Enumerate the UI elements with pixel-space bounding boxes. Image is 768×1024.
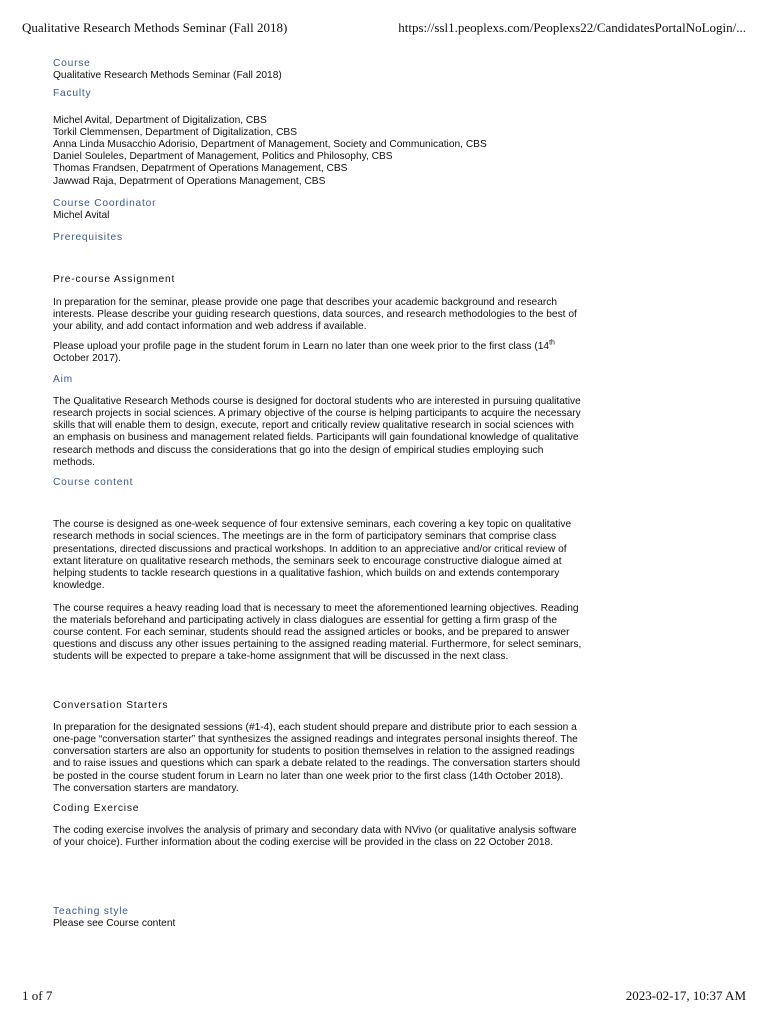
prerequisites-label: Prerequisites xyxy=(53,232,123,244)
superscript: th xyxy=(549,339,555,347)
precourse-heading: Pre-course Assignment xyxy=(53,274,176,286)
text-line: an emphasis on business and management related fields. Participants will gain foundational knowledge of qualitative xyxy=(53,432,579,444)
page-number: 1 of 7 xyxy=(22,988,53,1003)
text-line: The course requires a heavy reading load that is necessary to meet the aforementioned learning objectives. Reading xyxy=(53,602,579,614)
coding-paragraph xyxy=(53,825,708,849)
precourse-paragraph-1 xyxy=(53,297,708,334)
course-label: Course xyxy=(53,58,91,69)
text-line: In preparation for the seminar, please provide one page that describes your academic background and research xyxy=(53,296,558,308)
faculty-item: Torkil Clemmensen, Department of Digitalization, CBS xyxy=(53,126,298,138)
conversation-paragraph xyxy=(53,722,708,795)
text-line: one-page “conversation starter” that synthesizes the assigned readings and integrates personal insights thereof. The xyxy=(53,733,578,745)
conversation-starters-heading: Conversation Starters xyxy=(53,699,169,711)
text-line: research methods in social sciences. The meetings are in the form of participatory seminars that comprise class xyxy=(53,531,557,543)
course-value: Qualitative Research Methods Seminar (Fall 2018) xyxy=(53,70,282,82)
text-line: conversation starters are also an opportunity for students to position themselves in relation to the assigned readings xyxy=(53,746,575,758)
text-line: The coding exercise involves the analysis of primary and secondary data with NVivo (or qualitative analysis software xyxy=(53,825,577,837)
aim-label: Aim xyxy=(53,373,73,385)
teaching-style-value: Please see Course content xyxy=(53,917,176,929)
text-line: presentations, directed discussions and practical workshops. In addition to an appreciative and/or critical review of xyxy=(53,543,567,555)
faculty-item: Jawwad Raja, Depatrment of Operations Management, CBS xyxy=(53,175,326,187)
text-line: The conversation starters are mandatory. xyxy=(53,782,239,794)
aim-paragraph xyxy=(53,396,708,469)
faculty-label: Faculty xyxy=(53,88,92,100)
page-url: https://ssl1.peoplexs.com/Peoplexs22/CandidatesPortalNoLogin/... xyxy=(398,20,746,35)
content-paragraph-2 xyxy=(53,603,708,664)
text-line: your ability, and add contact information and web address if available. xyxy=(53,321,367,333)
faculty-item: Thomas Frandsen, Depatrment of Operations Management, CBS xyxy=(53,163,348,175)
text-line: the materials beforehand and participating actively in class dialogues are essential for getting a firm grasp of the xyxy=(53,614,557,626)
content-paragraph-1 xyxy=(53,519,708,592)
text-line: The course is designed as one-week sequence of four extensive seminars, each covering a key topic on qualitative xyxy=(53,519,572,531)
text-line: questions and discuss any other issues pertaining to the assigned reading material. Furthermore, for select seminars, xyxy=(53,639,582,651)
faculty-item: Michel Avital, Department of Digitalization, CBS xyxy=(53,114,267,126)
faculty-item: Daniel Souleles, Department of Management, Politics and Philosophy, CBS xyxy=(53,151,393,163)
text-line: skills that will enable them to design, execute, report and critically review qualitative research in social sciences with xyxy=(53,420,574,432)
text-line: extant literature on qualitative research methods, the seminars seek to encourage constructive dialogue aimed at xyxy=(53,555,562,567)
text-line: methods. xyxy=(53,456,95,468)
text-line: knowledge. xyxy=(53,580,105,592)
text-line: In preparation for the designated sessions (#1-4), each student should prepare and distribute prior to each session a xyxy=(53,721,577,733)
print-footer xyxy=(22,988,746,1004)
course-description xyxy=(53,58,708,930)
coding-exercise-heading: Coding Exercise xyxy=(53,802,140,814)
text-line: The Qualitative Research Methods course is designed for doctoral students who are interested in pursuing qualitative xyxy=(53,395,581,407)
teaching-style-label: Teaching style xyxy=(53,905,129,917)
precourse-paragraph-2 xyxy=(53,341,708,365)
text-line: course content. For each seminar, students should read the assigned articles or books, and be prepared to answer xyxy=(53,626,570,638)
coordinator-label: Course Coordinator xyxy=(53,197,157,209)
course-content-label: Course content xyxy=(53,477,134,489)
text-line: students will be expected to prepare a take-home assignment that will be discussed in the next class. xyxy=(53,651,509,663)
faculty-item: Anna Linda Musacchio Adorisio, Department of Management, Society and Communication, CBS xyxy=(53,139,487,151)
text-line: helping students to tackle research questions in a qualitative fashion, which builds on and extends contemporary xyxy=(53,568,560,580)
text-line: October 2017). xyxy=(53,353,121,365)
text-line: interests. Please describe your guiding research questions, data sources, and research methodologies to the best of xyxy=(53,308,577,320)
text-line: and to raise issues and questions which can spark a debate related to the readings. The conversation starters should xyxy=(53,758,581,770)
faculty-list xyxy=(53,115,708,188)
print-datetime: 2023-02-17, 10:37 AM xyxy=(625,988,746,1003)
print-header xyxy=(22,20,746,36)
coordinator-value: Michel Avital xyxy=(53,210,110,222)
text-line: Please upload your profile page in the student forum in Learn no later than one week prior to the first class (14 xyxy=(53,341,550,353)
document-title: Qualitative Research Methods Seminar (Fall 2018) xyxy=(22,20,288,35)
text-line: be posted in the course student forum in Learn no later than one week prior to the first class (14th October 2018). xyxy=(53,770,564,782)
text-line: research projects in social sciences. A primary objective of the course is helping participants to acquire the necessary xyxy=(53,408,581,420)
text-line: research methods and discuss the considerations that go into the design of empirical studies employing such xyxy=(53,444,544,456)
text-line: of your choice). Further information about the coding exercise will be provided in the class on 22 October 2018. xyxy=(53,837,554,849)
